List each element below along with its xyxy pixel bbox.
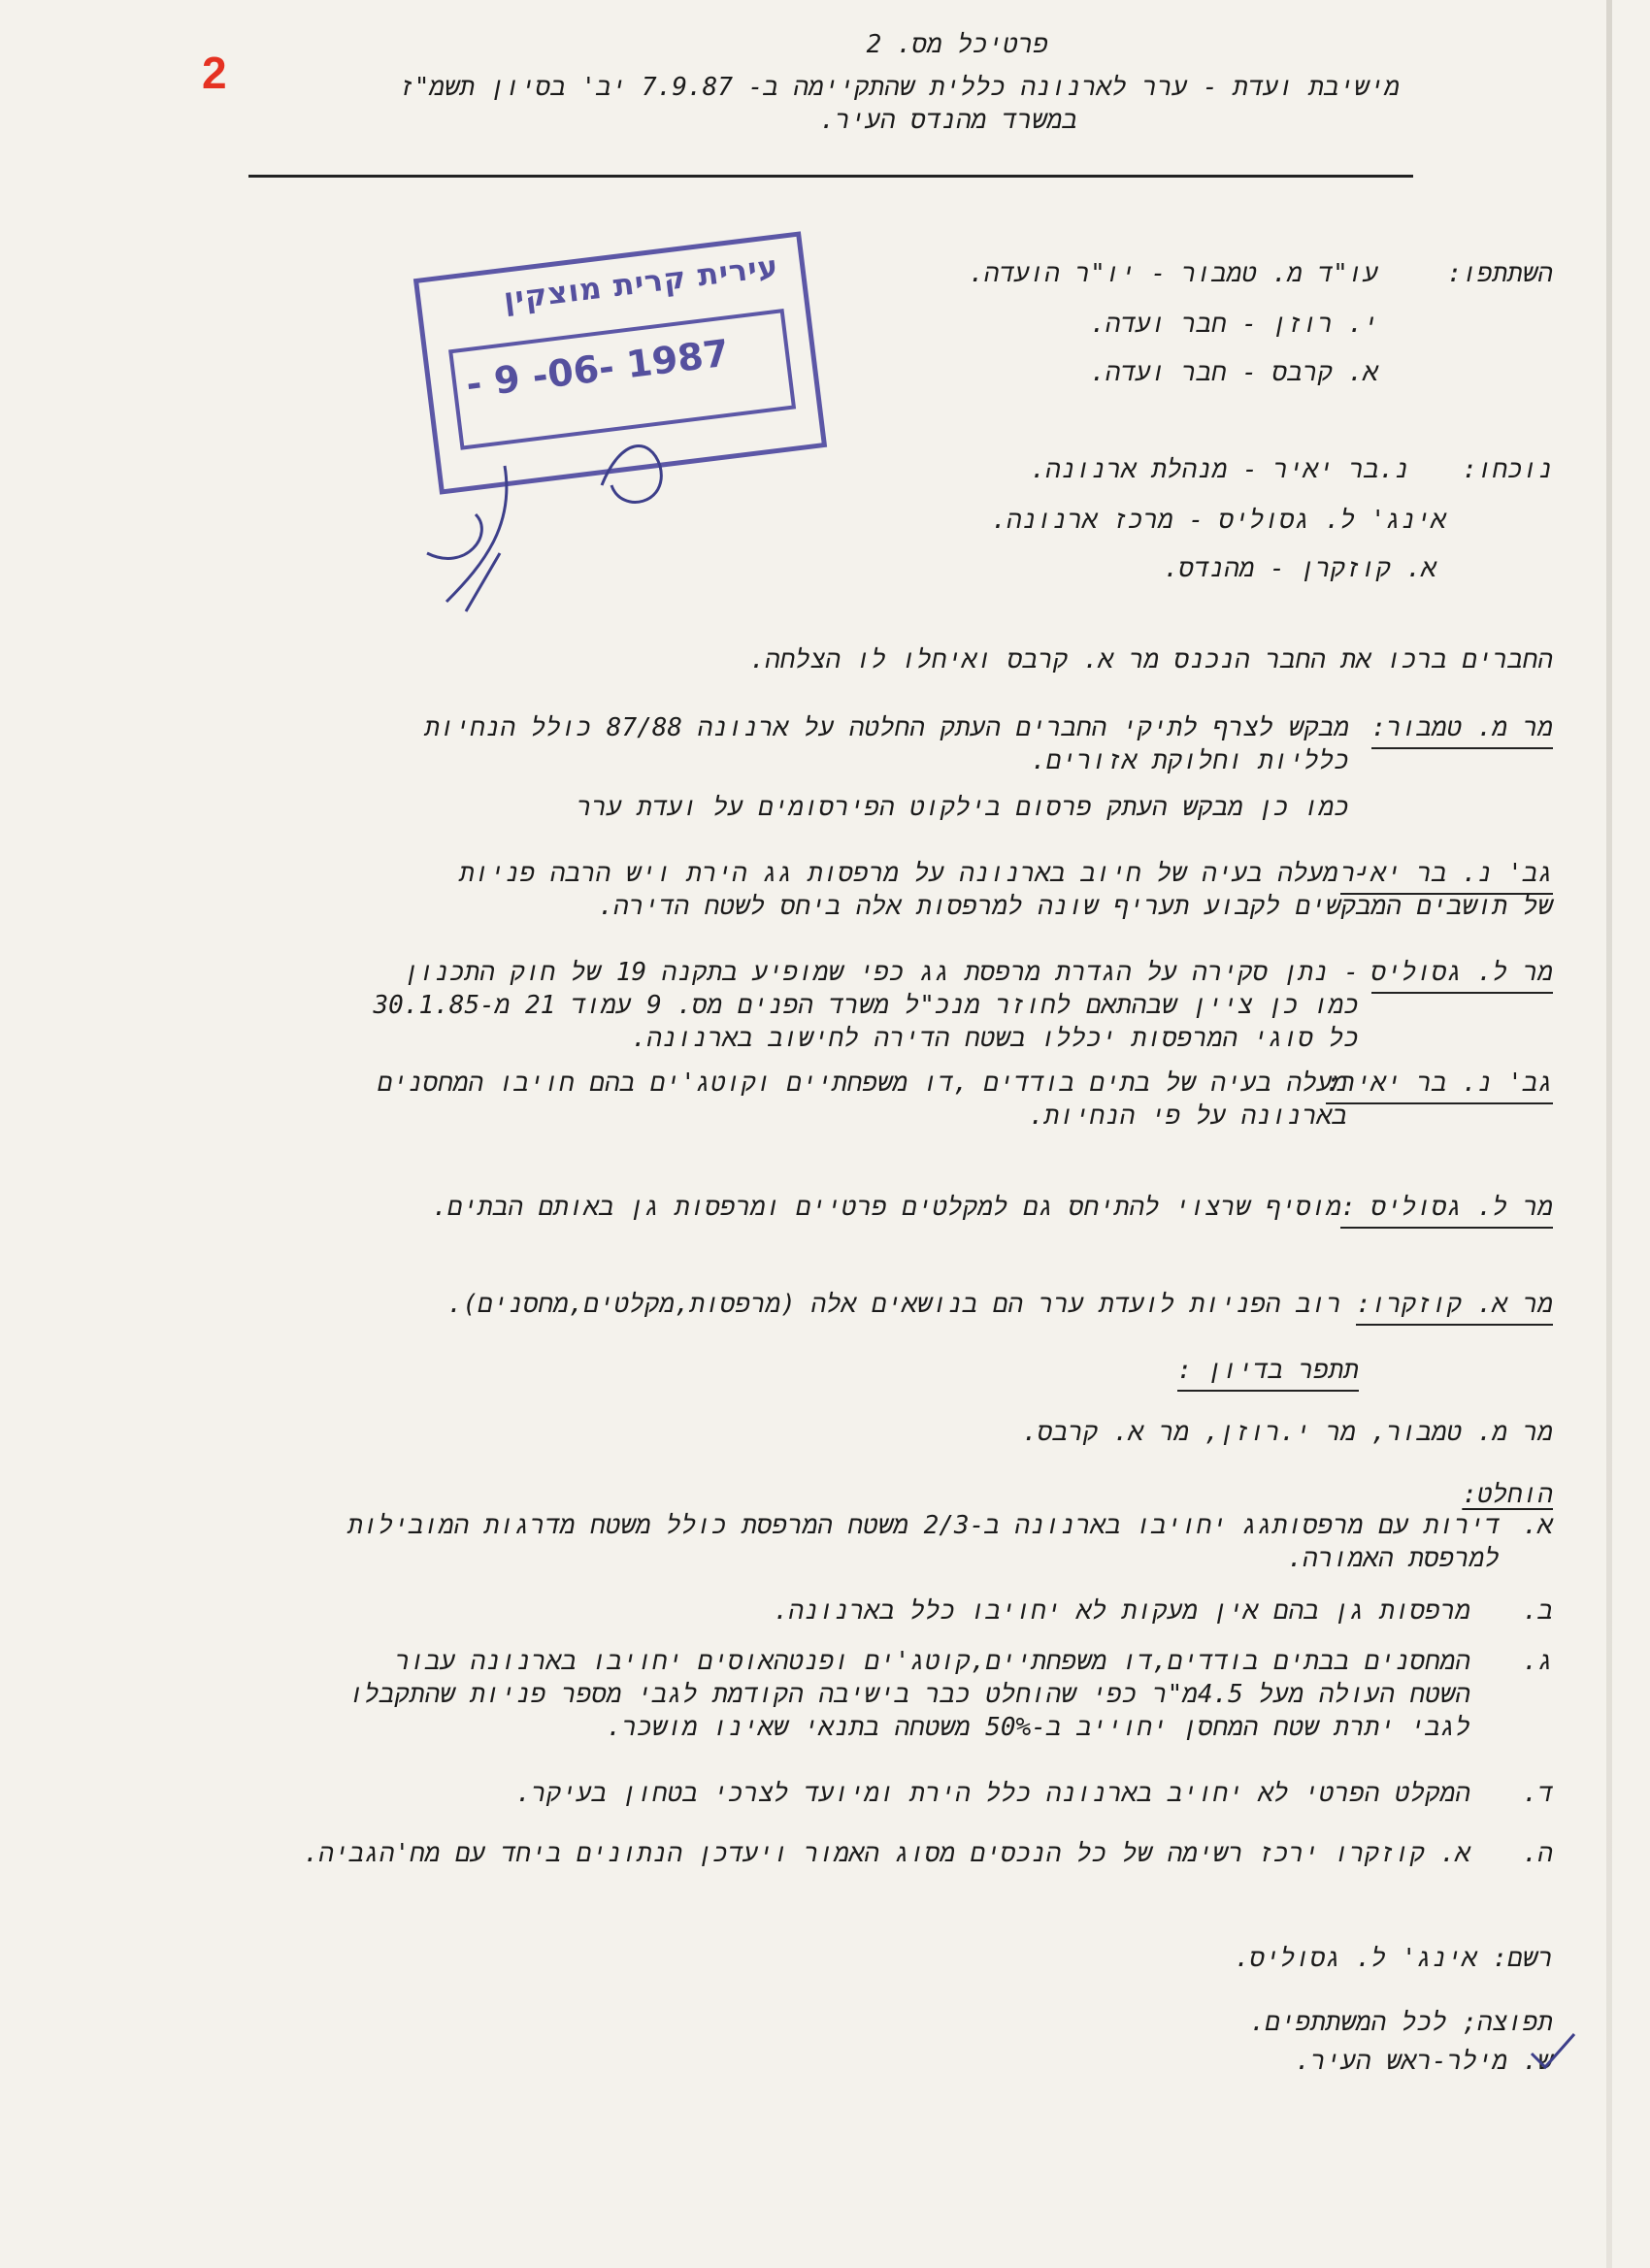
handwritten-check-mark [582,427,699,524]
handwritten-tick-mark [1524,2026,1582,2075]
handwritten-signature-mark [408,408,602,641]
title-divider [248,175,1413,178]
decision-b-letter: ב. [1522,1596,1553,1626]
decision-c-line-2: השטח העולה מעל 4.5מ"ר כפי שהוחלט כבר בישיבה הקודמת לגבי מספר פניות שהתקבלו [348,1680,1470,1709]
tambour-line-3: כמו כן מבקש העתק פרסום בילקוט הפירסומים על ועדת ערר [576,793,1349,822]
kozkaro-line-1: רוב הפניות לועדת ערר הם בנושאים אלה (מרפסות,מקלטים,מחסנים). [446,1290,1341,1319]
decision-e-letter: ה. [1522,1839,1553,1868]
bar-yair-line-1: - מעלה בעיה של חיוב בארנונה על מרפסות גג הירת ויש הרבה פניות [459,859,1369,888]
speaker-gasolis-2: מר ל. גסוליס : [1340,1190,1553,1229]
decision-d-letter: ד. [1522,1779,1553,1808]
meeting-title-line1: מישיבת ועדת - ערר לארנונה כללית שהתקיימה ב- 7.9.87 יב' בסיון תשמ"ז [399,73,1400,102]
decision-c-line-1: המחסנים בבתים בודדים,דו משפחתיים,קוטג'ים ופנטהאוסים יחויבו בארנונה עבור [394,1647,1470,1676]
tambour-line-1: מבקש לצרף לתיקי החברים העתק החלטה על ארנונה 87/88 כולל הנחיות [424,713,1349,742]
present-label: נוכחו: [1462,455,1553,484]
distribution-line: תפוצה; לכל המשתתפים. [1249,2008,1553,2037]
participant-2: י. רוזן - חבר ועדה. [1090,310,1378,339]
stamp-org-name: עירית קרית מוצקין [501,248,781,317]
decision-a-line-1: דירות עם מרפסותגג יחויבו בארנונה ב-2/3 משטח המרפסת כולל משטח מדרגות המובילות [347,1511,1500,1540]
participant-1: עו"ד מ. טמבור - יו"ר הועדה. [969,259,1378,288]
stamp-date: - 9 -06- 1987 [463,331,732,407]
bar-yair2-line-1: מעלה בעיה של בתים בודדים ,דו משפחתיים וקוטג'ים בהם חויבו המחסנים [377,1068,1347,1098]
speaker-bar-yair-2: גב' נ. בר יאיר: [1326,1066,1553,1104]
meeting-title-line2: במשרד מהנדס העיר. [819,106,1077,135]
scan-right-edge-shadow [1606,0,1612,2268]
decision-a-letter: א. [1522,1511,1553,1540]
decision-a-line-2: למרפסת האמורה. [1287,1544,1500,1573]
gasolis-line-3: כל סוגי המרפסות יכללו בשטח הדירה לחישוב בארנונה. [631,1024,1359,1053]
welcome-line: החברים ברכו את החבר הנכנס מר א. קרבס ואיחלו לו הצלחה. [749,645,1553,674]
tambour-line-2: כלליות וחלוקת אזורים. [1031,746,1349,775]
speaker-kozkaro: מר א. קוזקרו: [1356,1287,1553,1326]
bar-yair2-line-2: בארנונה על פי הנחיות. [1029,1101,1347,1131]
decided-label: הוחלט: [1462,1480,1553,1509]
decision-d-line-1: המקלט הפרטי לא יחויב בארנונה כלל הירת ומיועד לצרכי בטחון בעיקר. [515,1779,1470,1808]
decision-c-line-3: לגבי יתרת שטח המחסן יחוייב ב-50% משטחה בתנאי שאינו מושכר. [606,1713,1470,1742]
page-number-mark: 2 [202,48,227,98]
decision-e-line-1: א. קוזקרו ירכז רשימה של כל הנכסים מסוג האמור ויעדכן הנתונים ביחד עם מח'הגביה. [303,1839,1470,1868]
gasolis2-line-1: מוסיף שרצוי להתיחס גם למקלטים פרטיים ומרפסות גן באותם הבתים. [432,1193,1341,1222]
gasolis-line-2: כמו כן ציין שבהתאם לחוזר מנכ"ל משרד הפנים מס. 9 עמוד 21 מ-30.1.85 [373,991,1359,1020]
protocol-title: פרטיכל מס. 2 [866,30,1048,59]
present-1: נ.בר יאיר - מנהלת ארנונה. [1030,455,1409,484]
decision-c-letter: ג. [1522,1647,1553,1676]
gasolis-line-1: - נתן סקירה על הגדרת מרפסת גג כפי שמופיע בתקנה 19 של חוק התכנון [404,958,1359,987]
decision-b-line-1: מרפסות גן בהם אין מעקות לא יחויבו כלל בארנונה. [773,1596,1470,1626]
verdict-members: מר מ. טמבור, מר י.רוזן, מר א. קרבס. [1022,1418,1553,1447]
speaker-bar-yair-1: גב' נ. בר יאיר [1340,856,1553,895]
participant-3: א. קרבס - חבר ועדה. [1090,358,1378,387]
speaker-gasolis-1: מר ל. גסוליס [1371,955,1553,994]
speaker-tambour: מר מ. טמבור: [1371,710,1553,749]
verdict-label: תתפר בדיון : [1177,1353,1359,1392]
present-3: א. קוזקרן - מהנדס. [1163,554,1436,583]
present-2: אינג' ל. גסוליס - מרכז ארנונה. [991,506,1446,535]
participants-label: השתתפו: [1446,259,1553,288]
distribution-mayor: ש. מילר-ראש העיר. [1295,2047,1553,2076]
bar-yair-line-2: של תושבים המבקשים לקבוע תעריף שונה למרפסות אלה ביחס לשטח הדירה. [598,892,1553,921]
recorder-line: רשם: אינג' ל. גסוליס. [1234,1944,1553,1973]
